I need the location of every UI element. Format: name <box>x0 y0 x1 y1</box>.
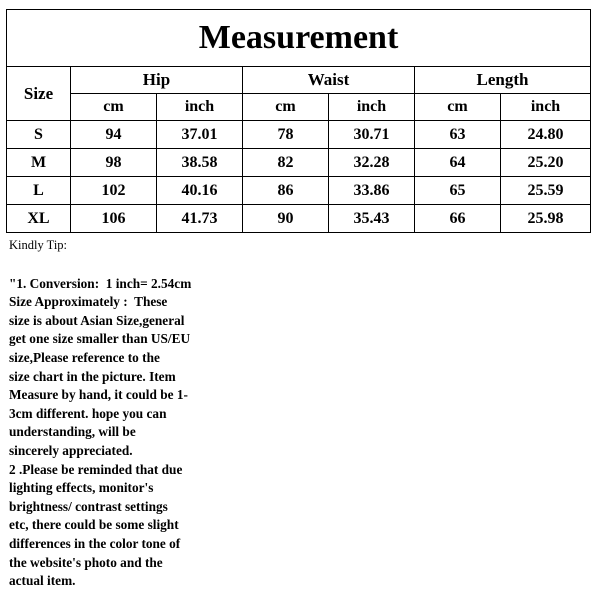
note-line: actual item. <box>9 573 76 589</box>
table-cell: 98 <box>71 149 157 177</box>
table-cell: 37.01 <box>157 121 243 149</box>
table-row <box>7 149 591 177</box>
measurement-table <box>6 9 591 233</box>
size-cell: S <box>7 121 71 149</box>
note-line: 3cm different. hope you can <box>9 405 167 421</box>
unit-header: inch <box>157 94 243 121</box>
table-cell: 63 <box>415 121 501 149</box>
note-line: 2 .Please be reminded that due <box>9 461 183 477</box>
hip-header: Hip <box>71 67 243 94</box>
length-header: Length <box>415 67 591 94</box>
table-cell: 102 <box>71 177 157 205</box>
note-line: sincerely appreciated. <box>9 442 133 458</box>
table-cell: 65 <box>415 177 501 205</box>
waist-header: Waist <box>243 67 415 94</box>
note-line: Measure by hand, it could be 1- <box>9 387 188 403</box>
table-row <box>7 121 591 149</box>
table-cell: 25.98 <box>501 205 591 233</box>
note-line: "1. Conversion: 1 inch= 2.54cm <box>9 275 192 291</box>
note-line: get one size smaller than US/EU <box>9 331 191 347</box>
note-line: differences in the color tone of <box>9 535 181 551</box>
size-header: Size <box>7 67 71 121</box>
note-line: etc, there could be some slight <box>9 517 179 533</box>
note-line: the website's photo and the <box>9 554 163 570</box>
table-cell: 94 <box>71 121 157 149</box>
note-line: Size Approximately : These <box>9 294 168 310</box>
table-cell: 106 <box>71 205 157 233</box>
table-cell: 64 <box>415 149 501 177</box>
size-cell: L <box>7 177 71 205</box>
size-cell: M <box>7 149 71 177</box>
unit-header: inch <box>501 94 591 121</box>
table-title: Measurement <box>7 10 591 67</box>
table-cell: 33.86 <box>329 177 415 205</box>
table-cell: 38.58 <box>157 149 243 177</box>
table-cell: 86 <box>243 177 329 205</box>
table-cell: 82 <box>243 149 329 177</box>
table-row <box>7 205 591 233</box>
note-line: brightness/ contrast settings <box>9 498 168 514</box>
table-cell: 32.28 <box>329 149 415 177</box>
table-cell: 30.71 <box>329 121 415 149</box>
note-line: size chart in the picture. Item <box>9 368 176 384</box>
table-cell: 24.80 <box>501 121 591 149</box>
table-cell: 78 <box>243 121 329 149</box>
unit-header: cm <box>71 94 157 121</box>
tip-label: Kindly Tip: <box>9 238 68 252</box>
note-line: lighting effects, monitor's <box>9 480 154 496</box>
size-cell: XL <box>7 205 71 233</box>
table-cell: 41.73 <box>157 205 243 233</box>
table-cell: 35.43 <box>329 205 415 233</box>
unit-header: cm <box>243 94 329 121</box>
note-line: size is about Asian Size,general <box>9 312 185 328</box>
table-row <box>7 177 591 205</box>
table-cell: 66 <box>415 205 501 233</box>
unit-header: cm <box>415 94 501 121</box>
note-line: size,Please reference to the <box>9 349 160 365</box>
kindly-tip-notes <box>9 236 309 591</box>
table-cell: 40.16 <box>157 177 243 205</box>
table-cell: 90 <box>243 205 329 233</box>
table-cell: 25.59 <box>501 177 591 205</box>
unit-header: inch <box>329 94 415 121</box>
table-cell: 25.20 <box>501 149 591 177</box>
note-line: understanding, will be <box>9 424 136 440</box>
